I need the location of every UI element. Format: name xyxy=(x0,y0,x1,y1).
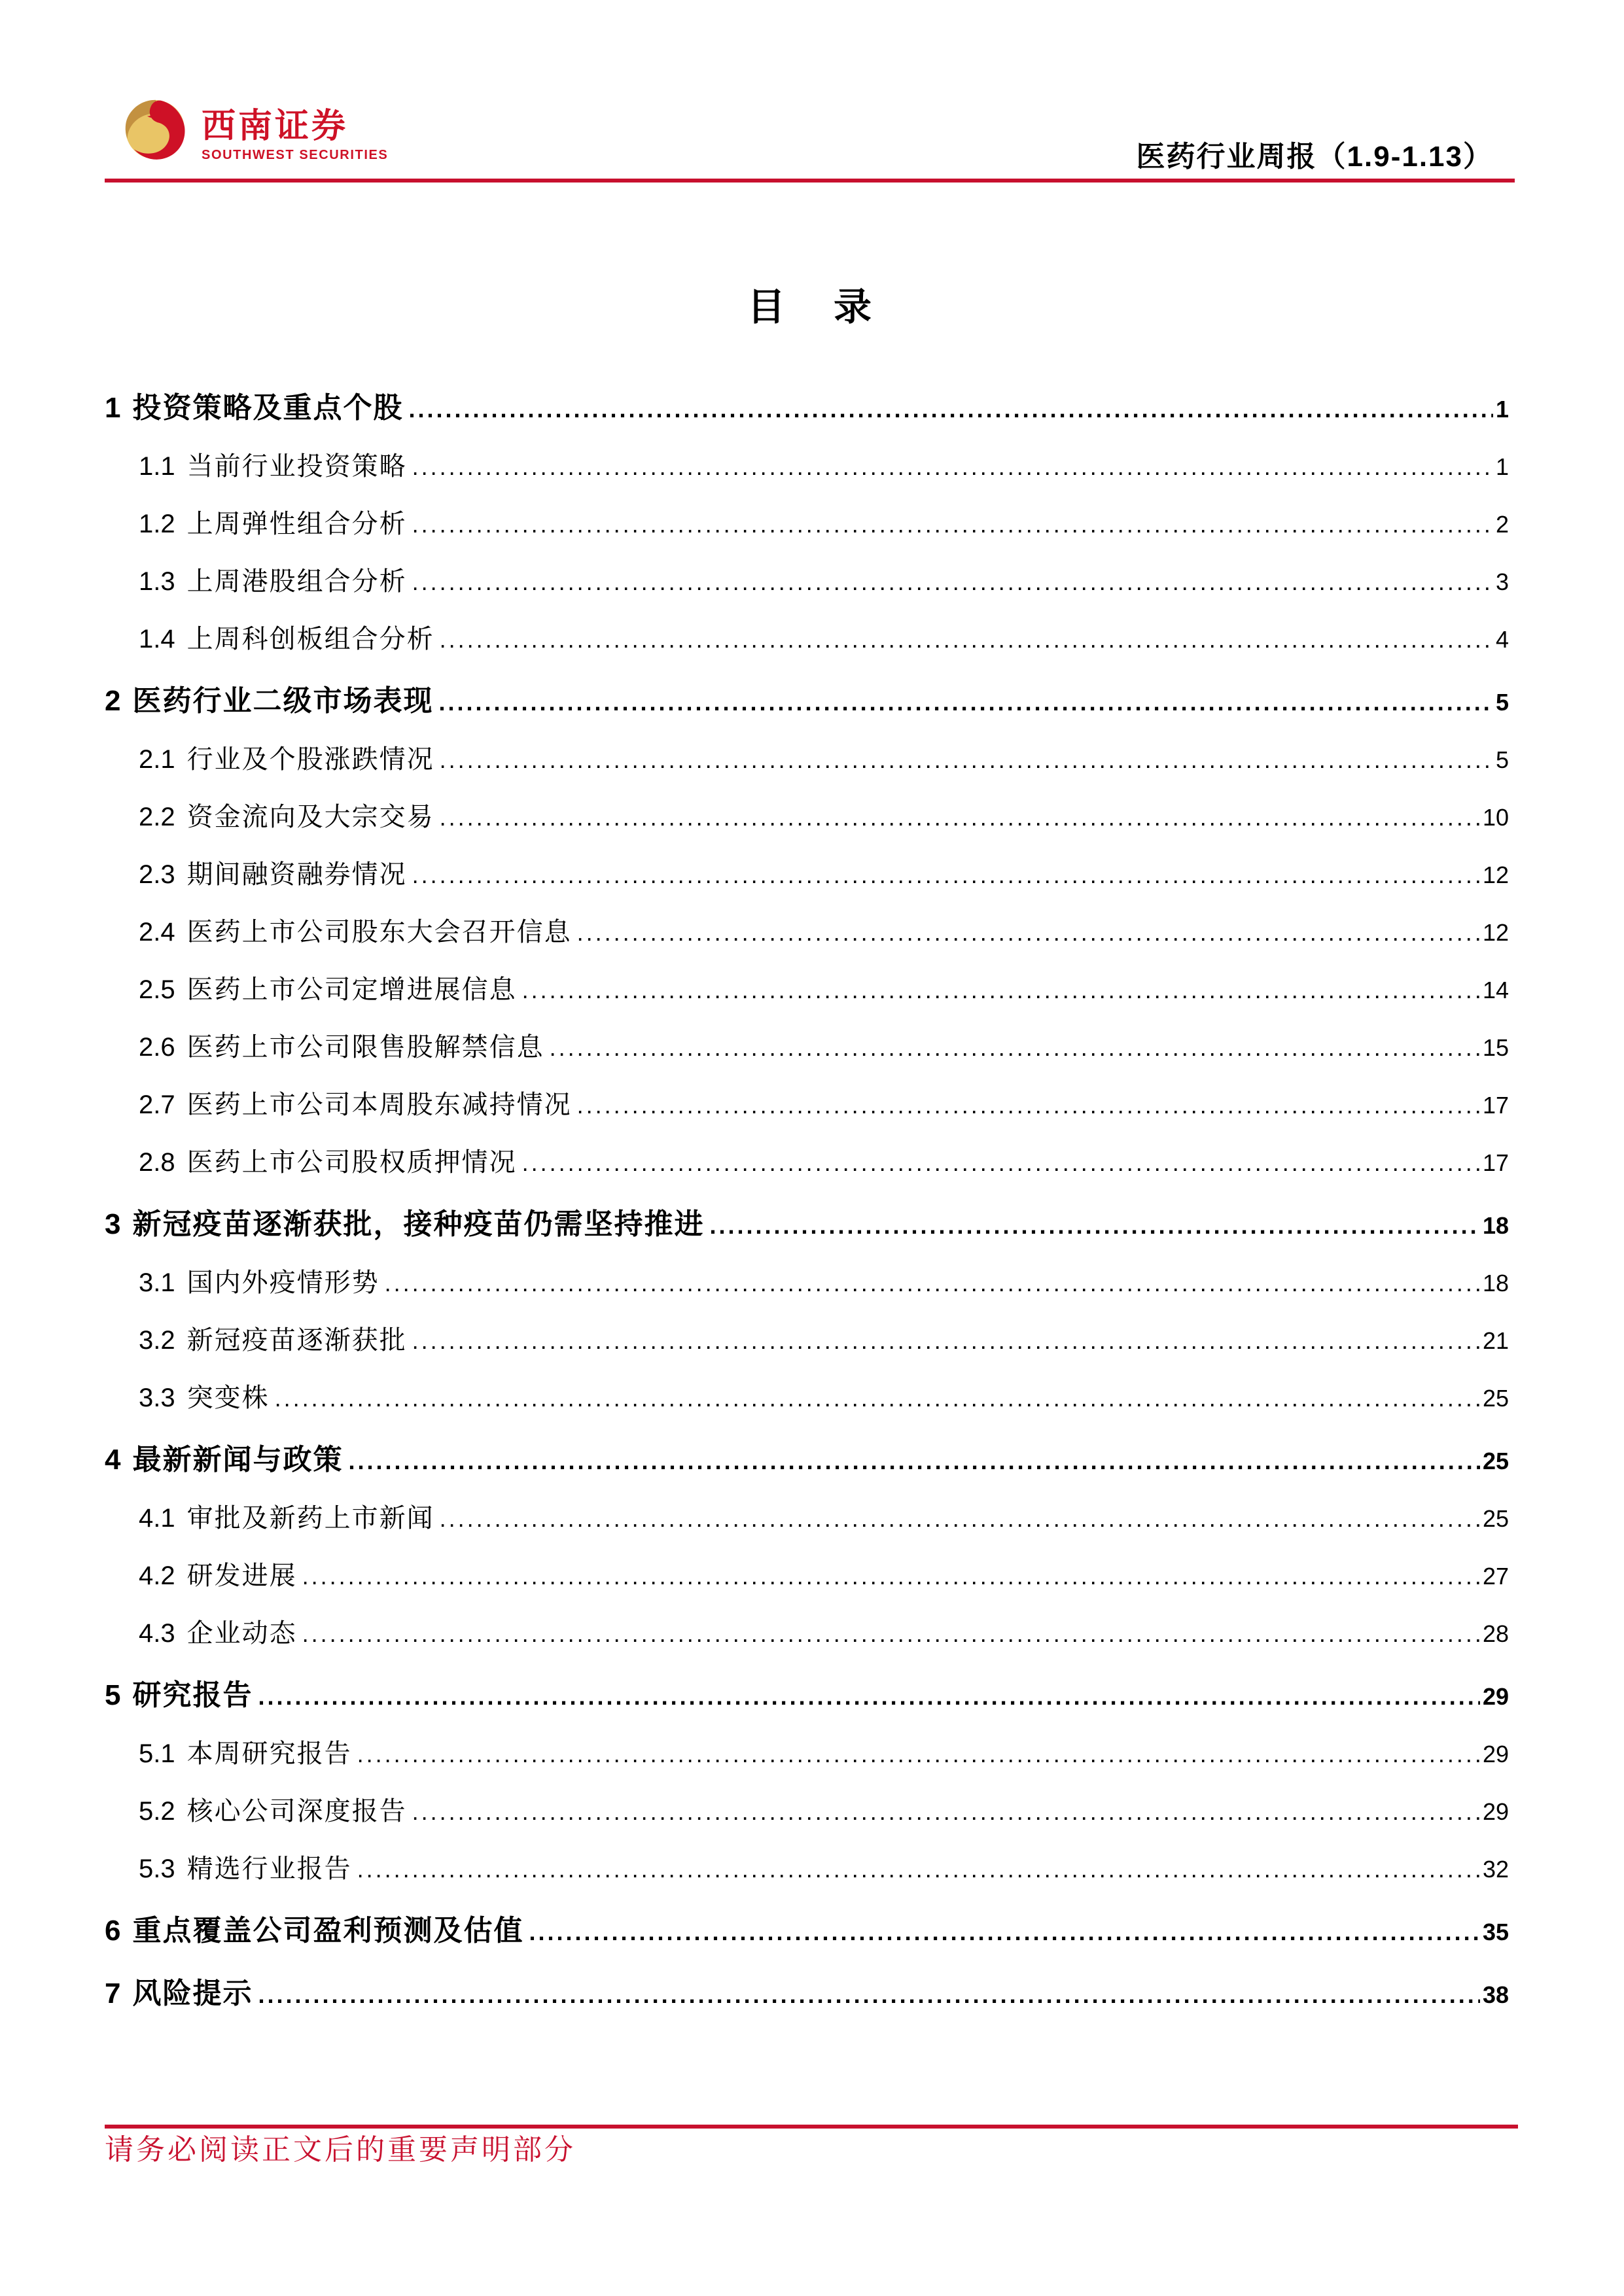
toc-entry-title: 医药上市公司股东大会召开信息 xyxy=(186,918,572,947)
toc-entry-title: 资金流向及大宗交易 xyxy=(186,803,434,831)
toc-dot-leader xyxy=(412,860,1480,890)
toc-entry-number: 4.2 xyxy=(139,1561,175,1590)
brand-name-cn: 西南证券 xyxy=(202,108,349,145)
toc-entry[interactable] xyxy=(105,1090,1518,1120)
toc-entry-title: 最新新闻与政策 xyxy=(132,1444,344,1476)
toc-entry-page: 2 xyxy=(1495,511,1509,538)
toc-entry-number: 5.3 xyxy=(139,1854,175,1883)
toc-entry[interactable] xyxy=(105,1854,1518,1884)
header-divider xyxy=(105,179,1515,183)
toc-entry-page: 35 xyxy=(1482,1919,1509,1945)
toc-entry-title: 企业动态 xyxy=(186,1619,297,1648)
toc-entry[interactable] xyxy=(105,625,1518,654)
toc-entry-title: 审批及新药上市新闻 xyxy=(186,1504,434,1533)
toc-entry[interactable] xyxy=(105,918,1518,947)
toc-entry[interactable] xyxy=(105,803,1518,832)
toc-entry[interactable] xyxy=(105,1797,1518,1826)
toc-entry-number: 1.4 xyxy=(139,625,175,653)
toc-entry-number: 3.2 xyxy=(139,1326,175,1355)
toc-dot-leader xyxy=(275,1383,1480,1413)
toc-list xyxy=(105,361,1518,2009)
toc-dot-leader xyxy=(412,1797,1480,1826)
company-logo xyxy=(124,98,388,163)
toc-entry-number: 2.4 xyxy=(139,918,175,947)
toc-entry-number: 2 xyxy=(105,685,121,717)
toc-dot-leader xyxy=(440,1504,1480,1533)
toc-dot-leader xyxy=(412,452,1493,481)
report-title: 医药行业周报（1.9-1.13） xyxy=(1136,141,1493,173)
toc-entry-title: 期间融资融券情况 xyxy=(186,860,407,889)
toc-entry-number: 6 xyxy=(105,1915,121,1947)
toc-entry-page: 15 xyxy=(1482,1034,1509,1061)
logo-text xyxy=(202,98,388,163)
toc-entry-page: 29 xyxy=(1482,1798,1509,1825)
toc-entry[interactable] xyxy=(105,1619,1518,1648)
toc-dot-leader xyxy=(302,1619,1480,1648)
toc-entry[interactable] xyxy=(105,860,1518,890)
toc-entry-page: 1 xyxy=(1495,453,1509,480)
toc-dot-leader xyxy=(258,1979,1479,2009)
toc-entry-title: 当前行业投资策略 xyxy=(186,452,407,481)
toc-entry-number: 1 xyxy=(105,392,121,424)
toc-entry-page: 27 xyxy=(1482,1563,1509,1590)
toc-dot-leader xyxy=(440,803,1480,832)
toc-entry-page: 32 xyxy=(1482,1856,1509,1883)
toc-entry-number: 2.2 xyxy=(139,803,175,831)
footer-disclaimer: 请务必阅读正文后的重要声明部分 xyxy=(105,2134,576,2166)
toc-entry-page: 12 xyxy=(1482,919,1509,946)
toc-entry-title: 研究报告 xyxy=(132,1679,253,1711)
toc-dot-leader xyxy=(412,567,1493,597)
toc-entry-title: 医药上市公司定增进展信息 xyxy=(186,975,517,1004)
toc-dot-leader xyxy=(258,1681,1479,1711)
toc-dot-leader xyxy=(440,625,1493,654)
toc-entry-page: 29 xyxy=(1482,1741,1509,1767)
toc-entry-page: 1 xyxy=(1495,396,1509,423)
toc-dot-leader xyxy=(348,1446,1479,1476)
toc-entry-title: 上周科创板组合分析 xyxy=(186,625,434,653)
toc-entry[interactable] xyxy=(105,1268,1518,1298)
toc-entry-title: 核心公司深度报告 xyxy=(186,1797,407,1826)
toc-entry-title: 重点覆盖公司盈利预测及估值 xyxy=(132,1915,524,1947)
toc-entry-page: 5 xyxy=(1495,746,1509,773)
toc-entry[interactable] xyxy=(105,1446,1518,1476)
toc-dot-leader xyxy=(577,1090,1480,1120)
toc-entry[interactable] xyxy=(105,1148,1518,1177)
toc-entry-number: 3.3 xyxy=(139,1383,175,1412)
toc-entry[interactable] xyxy=(105,687,1518,717)
toc-dot-leader xyxy=(577,918,1480,947)
toc-dot-leader xyxy=(357,1854,1480,1884)
toc-entry[interactable] xyxy=(105,510,1518,539)
toc-entry-page: 10 xyxy=(1482,804,1509,831)
toc-entry-number: 1.2 xyxy=(139,510,175,538)
toc-entry-number: 4.3 xyxy=(139,1619,175,1648)
toc-dot-leader xyxy=(440,745,1493,774)
toc-entry[interactable] xyxy=(105,567,1518,597)
toc-entry-page: 12 xyxy=(1482,861,1509,888)
toc-entry-number: 5 xyxy=(105,1679,121,1711)
toc-entry[interactable] xyxy=(105,1979,1518,2009)
toc-entry-title: 国内外疫情形势 xyxy=(186,1268,380,1297)
toc-entry-page: 18 xyxy=(1482,1212,1509,1239)
toc-entry-page: 14 xyxy=(1482,977,1509,1003)
toc-entry-title: 行业及个股涨跌情况 xyxy=(186,745,434,774)
toc-dot-leader xyxy=(385,1268,1480,1298)
toc-entry-number: 7 xyxy=(105,1977,121,2009)
toc-entry-title: 医药上市公司限售股解禁信息 xyxy=(186,1033,544,1062)
toc-entry-title: 本周研究报告 xyxy=(186,1739,352,1768)
toc-entry-title: 投资策略及重点个股 xyxy=(132,392,404,424)
toc-title: 目 录 xyxy=(747,286,877,328)
toc-entry-title: 风险提示 xyxy=(132,1977,253,2009)
toc-entry[interactable] xyxy=(105,1917,1518,1947)
toc-dot-leader xyxy=(522,975,1480,1005)
toc-entry-page: 25 xyxy=(1482,1448,1509,1474)
toc-entry-number: 3.1 xyxy=(139,1268,175,1297)
toc-entry-title: 上周港股组合分析 xyxy=(186,567,407,596)
toc-entry[interactable] xyxy=(105,1210,1518,1240)
toc-dot-leader xyxy=(529,1917,1479,1947)
toc-entry[interactable] xyxy=(105,452,1518,481)
toc-entry-number: 5.2 xyxy=(139,1797,175,1826)
brand-name-en: SOUTHWEST SECURITIES xyxy=(202,148,389,162)
toc-entry[interactable] xyxy=(105,1739,1518,1769)
toc-entry-title: 精选行业报告 xyxy=(186,1854,352,1883)
toc-entry[interactable] xyxy=(105,745,1518,774)
toc-entry-title: 突变株 xyxy=(186,1383,270,1412)
toc-entry-number: 5.1 xyxy=(139,1739,175,1768)
toc-dot-leader xyxy=(302,1561,1480,1591)
toc-entry-title: 医药上市公司股权质押情况 xyxy=(186,1148,517,1177)
toc-entry-page: 17 xyxy=(1482,1149,1509,1176)
toc-entry-title: 新冠疫苗逐渐获批 xyxy=(186,1326,407,1355)
toc-dot-leader xyxy=(522,1148,1480,1177)
toc-entry[interactable] xyxy=(105,1033,1518,1062)
logo-sphere-icon xyxy=(124,98,186,161)
toc-entry-title: 医药上市公司本周股东减持情况 xyxy=(186,1090,572,1119)
toc-entry[interactable] xyxy=(105,394,1518,424)
toc-entry-number: 2.8 xyxy=(139,1148,175,1177)
toc-entry-page: 18 xyxy=(1482,1270,1509,1296)
toc-dot-leader xyxy=(357,1739,1480,1769)
toc-entry[interactable] xyxy=(105,1561,1518,1591)
toc-entry-number: 3 xyxy=(105,1208,121,1240)
toc-entry-title: 新冠疫苗逐渐获批，接种疫苗仍需坚持推进 xyxy=(132,1208,705,1240)
toc-entry[interactable] xyxy=(105,1681,1518,1711)
toc-entry-number: 1.1 xyxy=(139,452,175,481)
toc-entry-number: 2.3 xyxy=(139,860,175,889)
toc-entry-title: 医药行业二级市场表现 xyxy=(132,685,434,717)
toc-entry[interactable] xyxy=(105,1326,1518,1355)
toc-entry-page: 5 xyxy=(1495,689,1509,716)
toc-dot-leader xyxy=(412,1326,1480,1355)
toc-entry-number: 2.1 xyxy=(139,745,175,774)
toc-entry[interactable] xyxy=(105,975,1518,1005)
toc-entry-number: 2.6 xyxy=(139,1033,175,1062)
toc-entry-page: 38 xyxy=(1482,1981,1509,2008)
toc-entry-page: 4 xyxy=(1495,626,1509,653)
toc-entry-number: 2.5 xyxy=(139,975,175,1004)
toc-dot-leader xyxy=(408,394,1492,424)
toc-entry-number: 2.7 xyxy=(139,1090,175,1119)
toc-entry-page: 17 xyxy=(1482,1092,1509,1119)
toc-entry-page: 29 xyxy=(1482,1683,1509,1710)
toc-entry-number: 4 xyxy=(105,1444,121,1476)
toc-entry[interactable] xyxy=(105,1383,1518,1413)
toc-entry-title: 上周弹性组合分析 xyxy=(186,510,407,538)
toc-entry-number: 4.1 xyxy=(139,1504,175,1533)
toc-entry-number: 1.3 xyxy=(139,567,175,596)
toc-entry-page: 25 xyxy=(1482,1505,1509,1532)
toc-dot-leader xyxy=(412,510,1493,539)
footer-divider xyxy=(105,2125,1518,2129)
toc-entry-page: 21 xyxy=(1482,1327,1509,1354)
toc-dot-leader xyxy=(709,1210,1479,1240)
toc-entry-title: 研发进展 xyxy=(186,1561,297,1590)
toc-entry-page: 28 xyxy=(1482,1620,1509,1647)
toc-entry-page: 3 xyxy=(1495,568,1509,595)
toc-entry[interactable] xyxy=(105,1504,1518,1533)
toc-dot-leader xyxy=(438,687,1492,717)
toc-entry-page: 25 xyxy=(1482,1385,1509,1412)
toc-dot-leader xyxy=(550,1033,1480,1062)
